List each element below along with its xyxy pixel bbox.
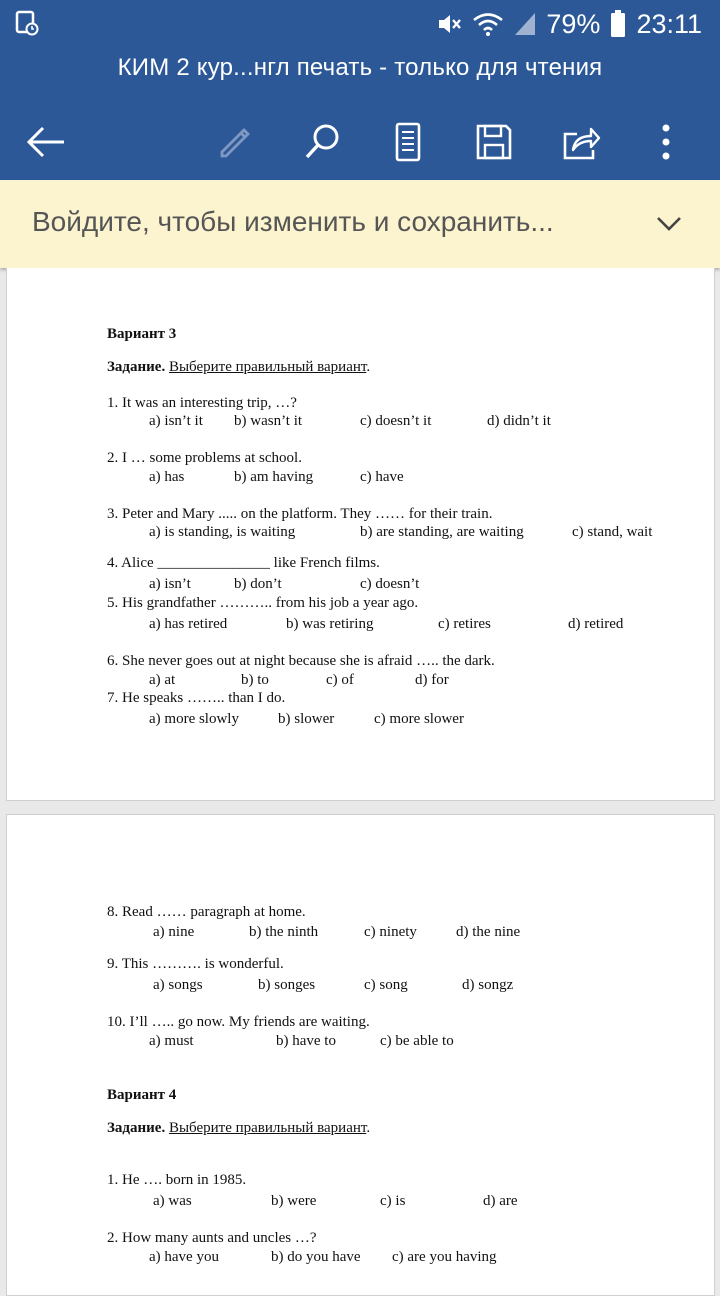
status-bar bbox=[0, 0, 720, 48]
option: b) have to bbox=[276, 1033, 336, 1049]
more-vertical-icon bbox=[661, 122, 671, 162]
task-dot: . bbox=[366, 359, 371, 375]
question-text: 3. Peter and Mary ..... on the platform. They …… for their train. bbox=[107, 506, 493, 522]
option: b) wasn’t it bbox=[234, 413, 303, 429]
edit-button[interactable] bbox=[206, 114, 266, 170]
option: b) don’t bbox=[234, 576, 282, 592]
share-icon bbox=[559, 122, 601, 162]
chevron-down-icon[interactable] bbox=[654, 210, 684, 236]
option: c) song bbox=[364, 977, 408, 993]
option: d) didn’t it bbox=[487, 413, 551, 429]
option: b) do you have bbox=[271, 1249, 361, 1265]
battery-percent: 79% bbox=[546, 8, 601, 39]
signal-icon bbox=[514, 12, 536, 36]
clock: 23:11 bbox=[636, 8, 702, 39]
app-bar bbox=[0, 48, 720, 180]
option: a) has retired bbox=[149, 616, 228, 632]
document-page-2[interactable] bbox=[6, 814, 715, 1296]
option: d) are bbox=[483, 1193, 518, 1209]
question-text: 10. I’ll ….. go now. My friends are waiting. bbox=[107, 1014, 370, 1030]
option: c) is bbox=[380, 1193, 406, 1209]
option: b) slower bbox=[278, 711, 335, 727]
option: d) for bbox=[415, 672, 449, 688]
option: a) at bbox=[149, 672, 176, 688]
option: a) must bbox=[149, 1033, 194, 1049]
task-line bbox=[107, 1120, 370, 1137]
question-text: 2. I … some problems at school. bbox=[107, 450, 302, 466]
save-icon bbox=[474, 122, 514, 162]
document-title: КИМ 2 кур...нгл печать - только для чтения bbox=[117, 54, 603, 81]
arrow-left-icon bbox=[26, 125, 66, 159]
wifi-icon bbox=[472, 11, 504, 37]
option: a) is standing, is waiting bbox=[149, 524, 296, 540]
option: c) doesn’t it bbox=[360, 413, 432, 429]
pencil-icon bbox=[216, 122, 256, 162]
document-page-1[interactable] bbox=[6, 268, 715, 801]
option: c) of bbox=[326, 672, 354, 688]
option: b) the ninth bbox=[249, 924, 319, 940]
option: a) more slowly bbox=[149, 711, 239, 727]
share-button[interactable] bbox=[550, 114, 610, 170]
sign-in-banner-text: Войдите, чтобы изменить и сохранить... bbox=[32, 206, 554, 237]
mobile-view-button[interactable] bbox=[378, 114, 438, 170]
option: a) has bbox=[149, 469, 185, 485]
task-label: Задание. bbox=[107, 359, 166, 375]
mobile-view-icon bbox=[393, 122, 423, 162]
question-text: 9. This ………. is wonderful. bbox=[107, 956, 284, 972]
option: c) doesn’t bbox=[360, 576, 420, 592]
option: b) songes bbox=[258, 977, 316, 993]
variant-heading: Вариант 4 bbox=[107, 1087, 177, 1103]
back-button[interactable] bbox=[16, 114, 76, 170]
option: a) have you bbox=[149, 1249, 219, 1265]
option: a) nine bbox=[153, 924, 195, 940]
question-text: 4. Alice _______________ like French films. bbox=[107, 555, 380, 571]
question-text: 8. Read …… paragraph at home. bbox=[107, 904, 306, 920]
task-line bbox=[107, 359, 370, 376]
option: a) isn’t it bbox=[149, 413, 203, 429]
save-button[interactable] bbox=[464, 114, 524, 170]
option: c) more slower bbox=[374, 711, 464, 727]
search-icon bbox=[302, 122, 342, 162]
task-label: Задание. bbox=[107, 1120, 166, 1136]
option: c) stand, wait bbox=[572, 524, 653, 540]
option: d) the nine bbox=[456, 924, 521, 940]
task-dot: . bbox=[366, 1120, 371, 1136]
mute-icon bbox=[436, 11, 462, 37]
search-button[interactable] bbox=[292, 114, 352, 170]
question-text: 6. She never goes out at night because she is afraid ….. the dark. bbox=[107, 653, 495, 669]
option: b) to bbox=[241, 672, 269, 688]
option: c) are you having bbox=[392, 1249, 497, 1265]
task-text: Выберите правильный вариант bbox=[168, 1120, 367, 1136]
option: b) am having bbox=[234, 469, 314, 485]
option: d) retired bbox=[568, 616, 624, 632]
option: a) isn’t bbox=[149, 576, 191, 592]
option: a) songs bbox=[153, 977, 203, 993]
option: c) retires bbox=[438, 616, 491, 632]
sign-in-banner[interactable] bbox=[0, 180, 720, 268]
question-text: 2. How many aunts and uncles …? bbox=[107, 1230, 317, 1246]
option: c) have bbox=[360, 469, 404, 485]
question-text: 7. He speaks …….. than I do. bbox=[107, 690, 286, 706]
app-notification-icon bbox=[14, 10, 40, 36]
option: b) are standing, are waiting bbox=[360, 524, 524, 540]
option: d) songz bbox=[462, 977, 514, 993]
option: b) were bbox=[271, 1193, 317, 1209]
task-text: Выберите правильный вариант bbox=[168, 359, 367, 375]
more-options-button[interactable] bbox=[636, 114, 696, 170]
option: c) ninety bbox=[364, 924, 417, 940]
option: c) be able to bbox=[380, 1033, 454, 1049]
question-text: 1. He …. born in 1985. bbox=[107, 1172, 247, 1188]
battery-icon bbox=[610, 10, 626, 38]
question-text: 5. His grandfather ……….. from his job a year ago. bbox=[107, 595, 419, 611]
option: b) was retiring bbox=[286, 616, 374, 632]
question-text: 1. It was an interesting trip, …? bbox=[107, 395, 297, 411]
option: a) was bbox=[153, 1193, 192, 1209]
variant-heading: Вариант 3 bbox=[107, 326, 177, 342]
